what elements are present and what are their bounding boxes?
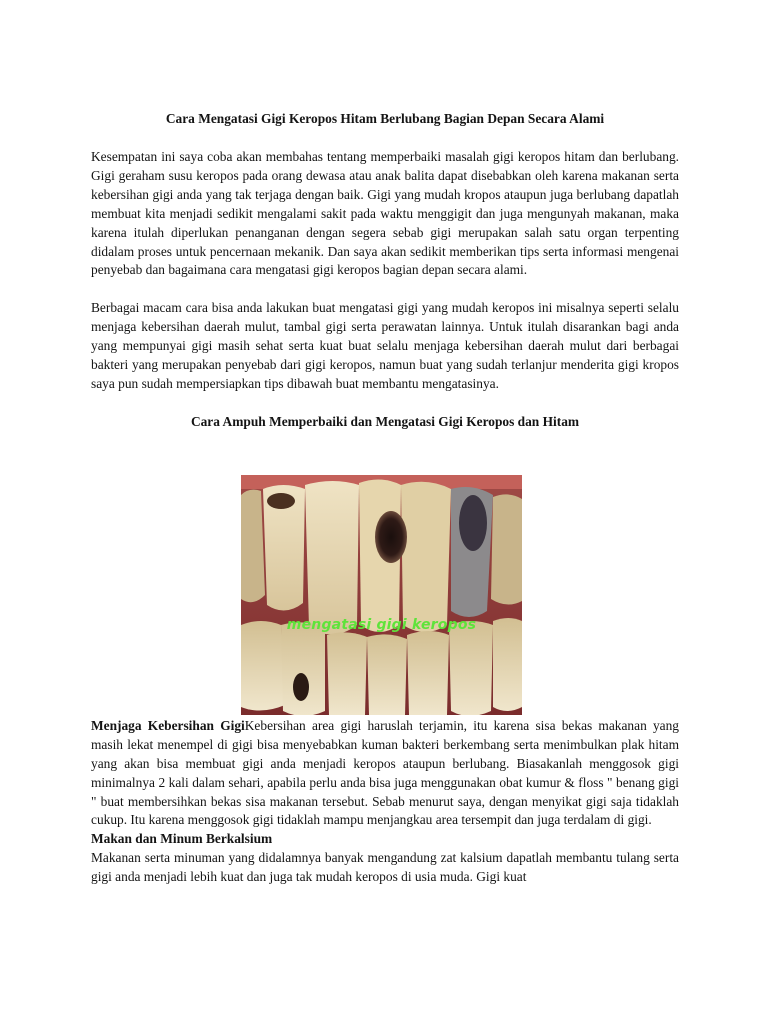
paragraph-methods: Berbagai macam cara bisa anda lakukan buat mengatasi gigi yang mudah keropos ini misalnya seperti selalu menjaga kebersihan daerah mulut, tambal gigi serta perawatan lainnya. Untuk itulah disarankan bagi anda yang mempunyai gigi masih sehat serta kuat buat selalu menjaga kebersihan daerah mulut dari berbagai bakteri yang merupakan penyebab dari gigi keropos, namun buat yang sudah terlanjur menderita gigi kropos saya pun sudah mempersiapkan tips dibawah buat membantu mengatasinya. xyxy=(91,300,679,391)
paragraph-intro: Kesempatan ini saya coba akan membahas tentang memperbaiki masalah gigi keropos hitam dan berlubang. Gigi geraham susu keropos pada orang dewasa atau anak balita dapat disebabkan oleh karena makanan serta kebersihan gigi anda yang tak terjaga dengan baik. Gigi yang mudah kropos ataupun juga berlubang dapatlah membuat kita menjadi sedikit mengalami sakit pada waktu menggigit dan juga mengunyah makanan, maka karena itulah diperlukan penanganan dengan segera sebab gigi merupakan salah satu organ terpenting didalam proses untuk pencernaan mekanik. Dan saya akan sedikit memberikan tips serta informasi mengenai penyebab dan bagaimana cara mengatasi gigi keropos bagian depan secara alami. xyxy=(91,149,679,278)
section-cleanliness xyxy=(91,717,679,830)
section-calcium-heading: Makan dan Minum Berkalsium xyxy=(91,831,273,847)
document-content xyxy=(91,110,679,887)
section-calcium-text: Makanan serta minuman yang didalamnya banyak mengandung zat kalsium dapatlah membantu tulang serta gigi anda menjadi lebih kuat dan juga tak mudah keropos di usia muda. Gigi kuat xyxy=(91,850,679,885)
section-subtitle: Cara Ampuh Memperbaiki dan Mengatasi Gigi Keropos dan Hitam xyxy=(190,413,580,429)
photo-watermark: mengatasi gigi keropos xyxy=(286,616,477,633)
section-cleanliness-text: Kebersihan area gigi haruslah terjamin, itu karena sisa bekas makanan yang masih lekat menempel di gigi bisa menyebabkan kuman bakteri berkembang serta menimbulkan plak hitam yang akan bisa membuat gigi anda menjadi keropos ataupun berlubang. Biasakanlah menggosok gigi minimalnya 2 kali dalam sehari, apabila perlu anda bisa juga menggunakan obat kumur & floss " benang gigi " buat membersihkan bekas sisa makanan tersebut. Sebab menurut saya, dengan menyikat gigi saja tidaklah cukup. Itu karena menggosok gigi tidaklah mampu menjangkau area tersempit dan juga terdalam di gigi. xyxy=(91,717,680,828)
document-title: Cara Mengatasi Gigi Keropos Hitam Berlubang Bagian Depan Secara Alami xyxy=(165,111,605,126)
section-cleanliness-heading: Menjaga Kebersihan Gigi xyxy=(91,717,245,733)
teeth-illustration xyxy=(241,475,522,715)
teeth-photo xyxy=(241,475,522,715)
